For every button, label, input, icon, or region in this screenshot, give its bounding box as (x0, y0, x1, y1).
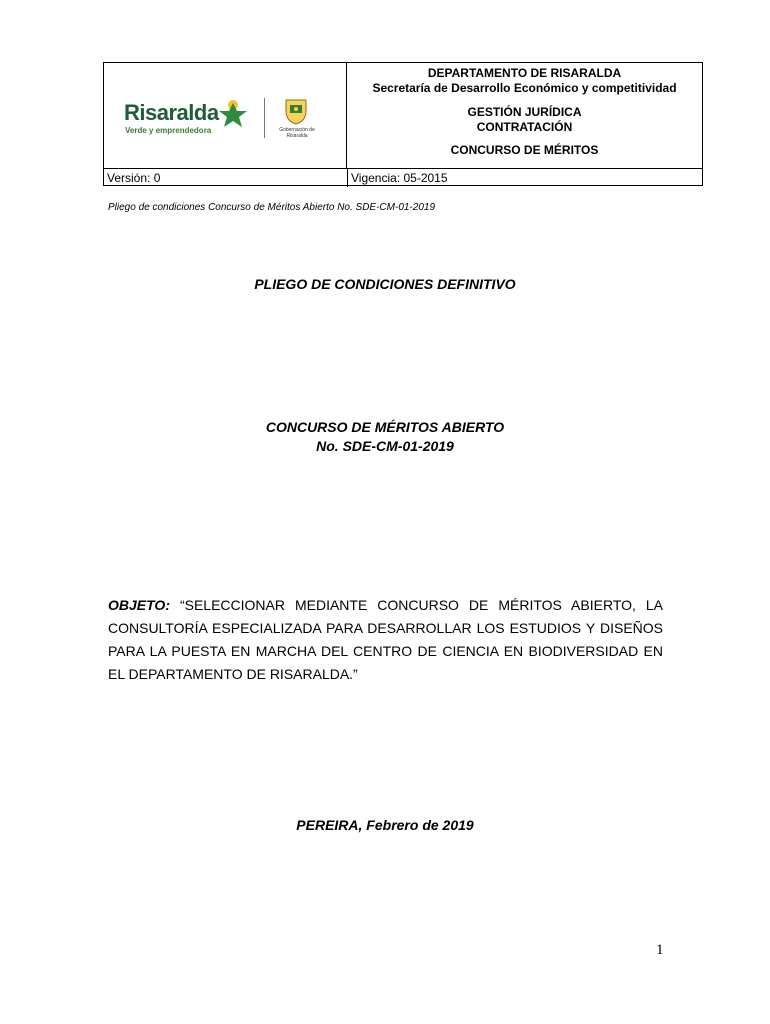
star-icon (214, 97, 252, 134)
secretariat-name: Secretaría de Desarrollo Económico y competitividad (372, 81, 677, 95)
department-name: DEPARTAMENTO DE RISARALDA (427, 66, 622, 80)
header-bottom-row (104, 168, 702, 186)
place-and-date: PEREIRA, Febrero de 2019 (296, 817, 474, 833)
logo-divider (264, 98, 265, 138)
page-title: PLIEGO DE CONDICIONES DEFINITIVO (254, 276, 516, 292)
concurso-title-line1: CONCURSO DE MÉRITOS ABIERTO (265, 419, 505, 435)
risaralda-logo-tagline: Verde y emprendedora (125, 126, 212, 135)
area-legal: GESTIÓN JURÍDICA (467, 105, 582, 119)
concurso-title (0, 418, 770, 456)
header-info-cell (347, 63, 702, 168)
process-name: CONCURSO DE MÉRITOS (450, 143, 599, 157)
objeto-label: OBJETO: (108, 597, 170, 613)
document-header-table (103, 62, 703, 186)
version-label: Versión: 0 (107, 171, 161, 185)
risaralda-logo-text: Risaralda (124, 100, 219, 125)
objeto-paragraph (108, 594, 663, 686)
area-contracting: CONTRATACIÓN (476, 120, 573, 134)
coat-of-arms-icon (282, 97, 310, 130)
logo-cell (104, 63, 347, 168)
seal-label: Gobernación de Risaralda (279, 127, 315, 139)
page-number: 1 (656, 942, 664, 958)
objeto-text: “SELECCIONAR MEDIANTE CONCURSO DE MÉRITOS ABIERTO, LA CONSULTORÍA ESPECIALIZADA PARA DESARROLLAR LOS ESTUDIOS Y DISEÑOS PARA LA PUESTA EN MARCHA DEL CENTRO DE CIENCIA EN BIODIVERSIDAD EN EL DEPARTAMENTO DE RISARALDA.” (108, 597, 663, 682)
concurso-number: No. SDE-CM-01-2019 (316, 438, 454, 454)
document-subheader: Pliego de condiciones Concurso de Méritos Abierto No. SDE-CM-01-2019 (108, 202, 436, 213)
validity-label: Vigencia: 05-2015 (347, 169, 448, 187)
